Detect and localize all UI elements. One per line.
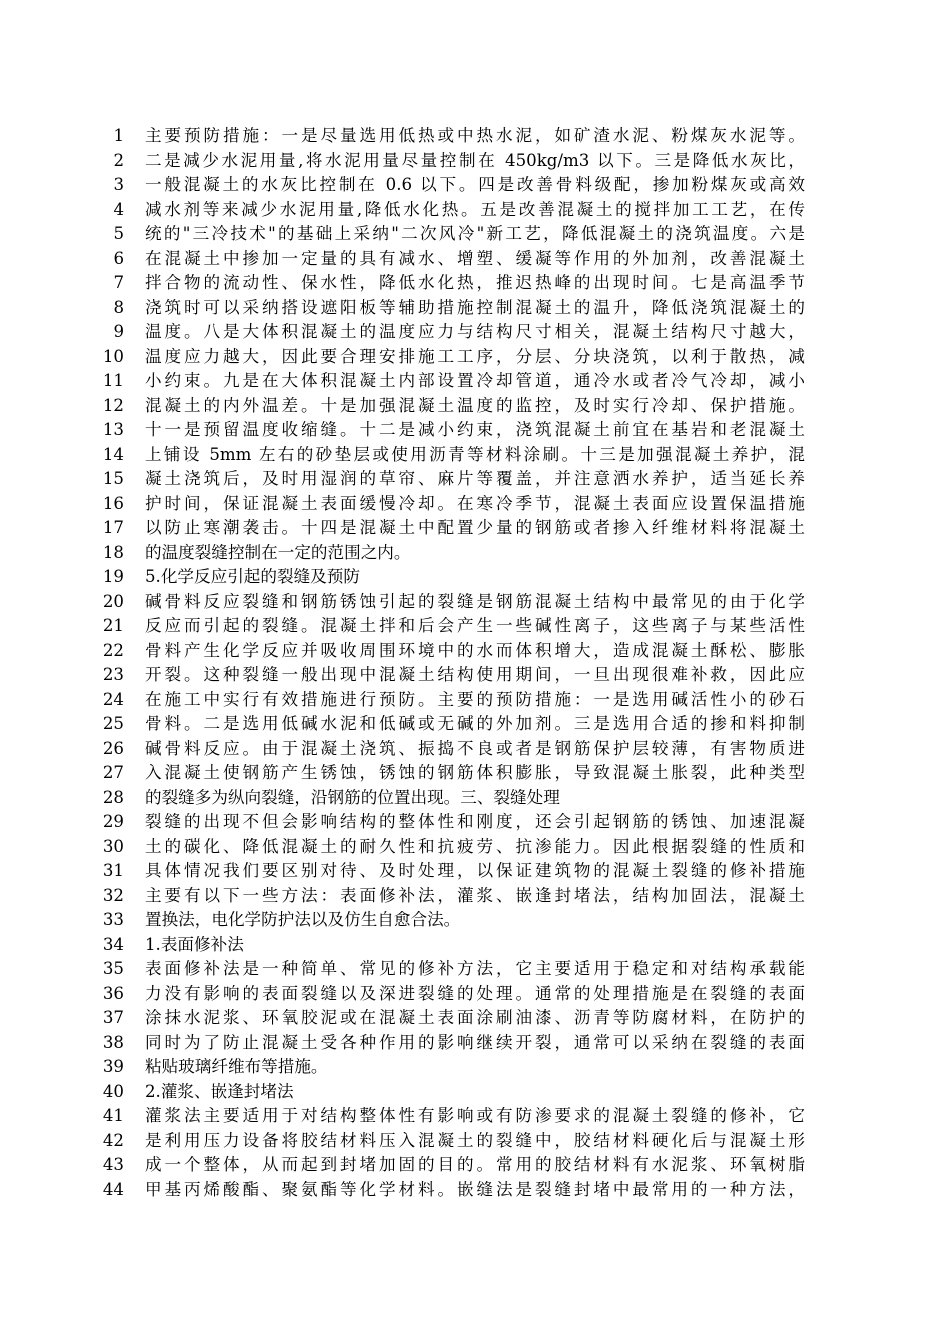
line-number: 37: [102, 1008, 124, 1027]
line-number: 28: [102, 787, 124, 807]
line-number: 41: [102, 1106, 124, 1125]
line-text: 一般混凝土的水灰比控制在 0.6 以下。四是改善骨料级配，掺加粉煤灰或高效: [145, 175, 805, 194]
text-line: [0, 1055, 950, 1080]
text-line: [0, 614, 950, 639]
text-line: [0, 443, 950, 468]
text-line: [0, 1031, 950, 1056]
line-number: 32: [102, 885, 124, 905]
line-text: 骨料产生化学反应并吸收周围环境中的水而体积增大，造成混凝土酥松、膨胀: [145, 640, 805, 660]
line-number: 14: [102, 444, 124, 464]
line-text: 具体情况我们要区别对待、及时处理，以保证建筑物的混凝土裂缝的修补措施: [145, 861, 805, 880]
text-line: [0, 149, 950, 174]
line-number: 12: [102, 395, 124, 415]
line-text: 同时为了防止混凝土受各种作用的影响继续开裂，通常可以采纳在裂缝的表面: [145, 1032, 805, 1052]
line-text: 浇筑时可以采纳搭设遮阳板等辅助措施控制混凝土的温升，降低浇筑混凝土的: [145, 297, 805, 317]
line-text: 碱骨料反应裂缝和钢筋锈蚀引起的裂缝是钢筋混凝土结构中最常见的由于化学: [145, 591, 805, 611]
text-line: [0, 1104, 950, 1129]
text-line: [0, 1178, 950, 1203]
text-line: [0, 345, 950, 370]
line-number: 29: [102, 812, 124, 831]
line-text: 主要预防措施：一是尽量选用低热或中热水泥，如矿渣水泥、粉煤灰水泥等。: [145, 126, 805, 145]
line-number: 20: [102, 591, 124, 611]
text-line: [0, 957, 950, 982]
line-text: 的温度裂缝控制在一定的范围之内。: [145, 542, 411, 562]
text-line: [0, 688, 950, 713]
line-text: 入混凝土使钢筋产生锈蚀，锈蚀的钢筋体积膨胀，导致混凝土胀裂，此种类型: [145, 763, 805, 782]
line-number: 19: [102, 567, 124, 586]
line-text: 反应而引起的裂缝。混凝土拌和后会产生一些碱性离子，这些离子与某些活性: [145, 616, 805, 635]
line-number: 39: [102, 1057, 124, 1076]
text-line: [0, 859, 950, 884]
text-line: [0, 590, 950, 615]
line-text: 凝土浇筑后，及时用湿润的草帘、麻片等覆盖，并注意洒水养护，适当延长养: [145, 469, 805, 488]
line-number: 43: [102, 1155, 124, 1174]
line-text: 甲基丙烯酸酯、聚氨酯等化学材料。嵌缝法是裂缝封堵中最常用的一种方法，: [145, 1179, 805, 1199]
line-text: 碱骨料反应。由于混凝土浇筑、振捣不良或者是钢筋保护层较薄，有害物质进: [145, 738, 805, 758]
line-text: 灌浆法主要适用于对结构整体性有影响或有防渗要求的混凝土裂缝的修补，它: [145, 1106, 805, 1125]
line-number: 38: [102, 1032, 124, 1052]
text-line: [0, 1006, 950, 1031]
line-number: 36: [102, 983, 124, 1003]
text-line: [0, 835, 950, 860]
text-line: [0, 369, 950, 394]
line-text: 护时间，保证混凝土表面缓慢冷却。在寒冷季节，混凝土表面应设置保温措施: [145, 493, 805, 513]
text-line: [0, 516, 950, 541]
line-number: 7: [113, 273, 124, 292]
text-line: [0, 908, 950, 933]
line-number: 31: [102, 861, 124, 880]
line-number: 25: [102, 714, 124, 733]
line-number: 16: [102, 493, 124, 513]
line-number: 26: [102, 738, 124, 758]
line-number: 11: [102, 371, 124, 390]
text-line: [0, 1153, 950, 1178]
line-number: 6: [113, 248, 124, 268]
text-line: [0, 124, 950, 149]
line-text: 减水剂等来减少水泥用量,降低水化热。五是改善混凝土的搅拌加工工艺，在传: [145, 199, 805, 219]
line-text: 温度。八是大体积混凝土的温度应力与结构尺寸相关，混凝土结构尺寸越大，: [145, 322, 805, 341]
line-text: 的裂缝多为纵向裂缝，沿钢筋的位置出现。三、裂缝处理: [145, 787, 560, 807]
line-text: 裂缝的出现不但会影响结构的整体性和刚度，还会引起钢筋的锈蚀、加速混凝: [145, 812, 805, 831]
line-number: 10: [102, 346, 124, 366]
line-number: 5: [113, 224, 124, 243]
text-line: [0, 467, 950, 492]
text-line: [0, 663, 950, 688]
text-line: [0, 418, 950, 443]
line-number: 2: [113, 150, 124, 170]
line-text: 置换法，电化学防护法以及仿生自愈合法。: [145, 910, 461, 929]
line-number: 1: [113, 126, 124, 145]
document-body: [0, 124, 950, 1202]
line-text: 粘贴玻璃纤维布等措施。: [145, 1057, 328, 1076]
line-number: 9: [113, 322, 124, 341]
text-line: [0, 982, 950, 1007]
line-number: 13: [102, 420, 124, 439]
line-text: 表面修补法是一种简单、常见的修补方法，它主要适用于稳定和对结构承载能: [145, 959, 805, 978]
line-text: 开裂。这种裂缝一般出现中混凝土结构使用期间，一旦出现很难补救，因此应: [145, 665, 805, 684]
text-line: [0, 1080, 950, 1105]
text-line: [0, 639, 950, 664]
line-number: 18: [102, 542, 124, 562]
line-text: 主要有以下一些方法：表面修补法，灌浆、嵌逢封堵法，结构加固法，混凝土: [145, 885, 805, 905]
text-line: [0, 320, 950, 345]
line-text: 温度应力越大，因此要合理安排施工工序，分层、分块浇筑，以利于散热，减: [145, 346, 805, 366]
text-line: [0, 541, 950, 566]
line-number: 22: [102, 640, 124, 660]
line-text: 拌合物的流动性、保水性，降低水化热，推迟热峰的出现时间。七是高温季节: [145, 273, 805, 292]
line-number: 23: [102, 665, 124, 684]
line-number: 35: [102, 959, 124, 978]
line-text: 在施工中实行有效措施进行预防。主要的预防措施：一是选用碱活性小的砂石: [145, 689, 805, 709]
text-line: [0, 222, 950, 247]
text-line: [0, 394, 950, 419]
line-text: 在混凝土中掺加一定量的具有减水、增塑、缓凝等作用的外加剂，改善混凝土: [145, 248, 805, 268]
line-number: 21: [102, 616, 124, 635]
line-number: 44: [102, 1179, 124, 1199]
text-line: [0, 786, 950, 811]
line-text: 二是减少水泥用量,将水泥用量尽量控制在 450kg/m3 以下。三是降低水灰比，: [145, 150, 805, 170]
text-line: [0, 1129, 950, 1154]
text-line: [0, 737, 950, 762]
line-text: 5.化学反应引起的裂缝及预防: [145, 567, 360, 586]
line-text: 2.灌浆、嵌逢封堵法: [145, 1081, 294, 1101]
text-line: [0, 933, 950, 958]
text-line: [0, 173, 950, 198]
line-number: 40: [102, 1081, 124, 1101]
text-line: [0, 296, 950, 321]
line-number: 24: [102, 689, 124, 709]
line-text: 是利用压力设备将胶结材料压入混凝土的裂缝中，胶结材料硬化后与混凝土形: [145, 1130, 805, 1150]
line-number: 17: [102, 518, 124, 537]
line-text: 成一个整体，从而起到封堵加固的目的。常用的胶结材料有水泥浆、环氧树脂: [145, 1155, 805, 1174]
text-line: [0, 761, 950, 786]
text-line: [0, 810, 950, 835]
line-text: 统的"三冷技术"的基础上采纳"二次风冷"新工艺，降低混凝土的浇筑温度。六是: [145, 224, 805, 243]
text-line: [0, 271, 950, 296]
text-line: [0, 884, 950, 909]
text-line: [0, 565, 950, 590]
line-text: 力没有影响的表面裂缝以及深进裂缝的处理。通常的处理措施是在裂缝的表面: [145, 983, 805, 1003]
line-text: 混凝土的内外温差。十是加强混凝土温度的监控，及时实行冷却、保护措施。: [145, 395, 805, 415]
line-number: 42: [102, 1130, 124, 1150]
line-text: 涂抹水泥浆、环氧胶泥或在混凝土表面涂刷油漆、沥青等防腐材料，在防护的: [145, 1008, 805, 1027]
line-text: 1.表面修补法: [145, 934, 244, 954]
line-text: 上铺设 5mm 左右的砂垫层或使用沥青等材料涂刷。十三是加强混凝土养护，混: [145, 444, 805, 464]
line-number: 33: [102, 910, 124, 929]
line-text: 小约束。九是在大体积混凝土内部设置冷却管道，通冷水或者冷气冷却，减小: [145, 371, 805, 390]
line-text: 土的碳化、降低混凝土的耐久性和抗疲劳、抗渗能力。因此根据裂缝的性质和: [145, 836, 805, 856]
text-line: [0, 712, 950, 737]
line-text: 以防止寒潮袭击。十四是混凝土中配置少量的钢筋或者掺入纤维材料将混凝土: [145, 518, 805, 537]
line-number: 34: [102, 934, 124, 954]
line-number: 3: [113, 175, 124, 194]
line-text: 十一是预留温度收缩缝。十二是减小约束，浇筑混凝土前宜在基岩和老混凝土: [145, 420, 805, 439]
text-line: [0, 247, 950, 272]
line-text: 骨料。二是选用低碱水泥和低碱或无碱的外加剂。三是选用合适的掺和料抑制: [145, 714, 805, 733]
line-number: 27: [102, 763, 124, 782]
text-line: [0, 198, 950, 223]
line-number: 15: [102, 469, 124, 488]
line-number: 30: [102, 836, 124, 856]
line-number: 4: [113, 199, 124, 219]
text-line: [0, 492, 950, 517]
line-number: 8: [113, 297, 124, 317]
